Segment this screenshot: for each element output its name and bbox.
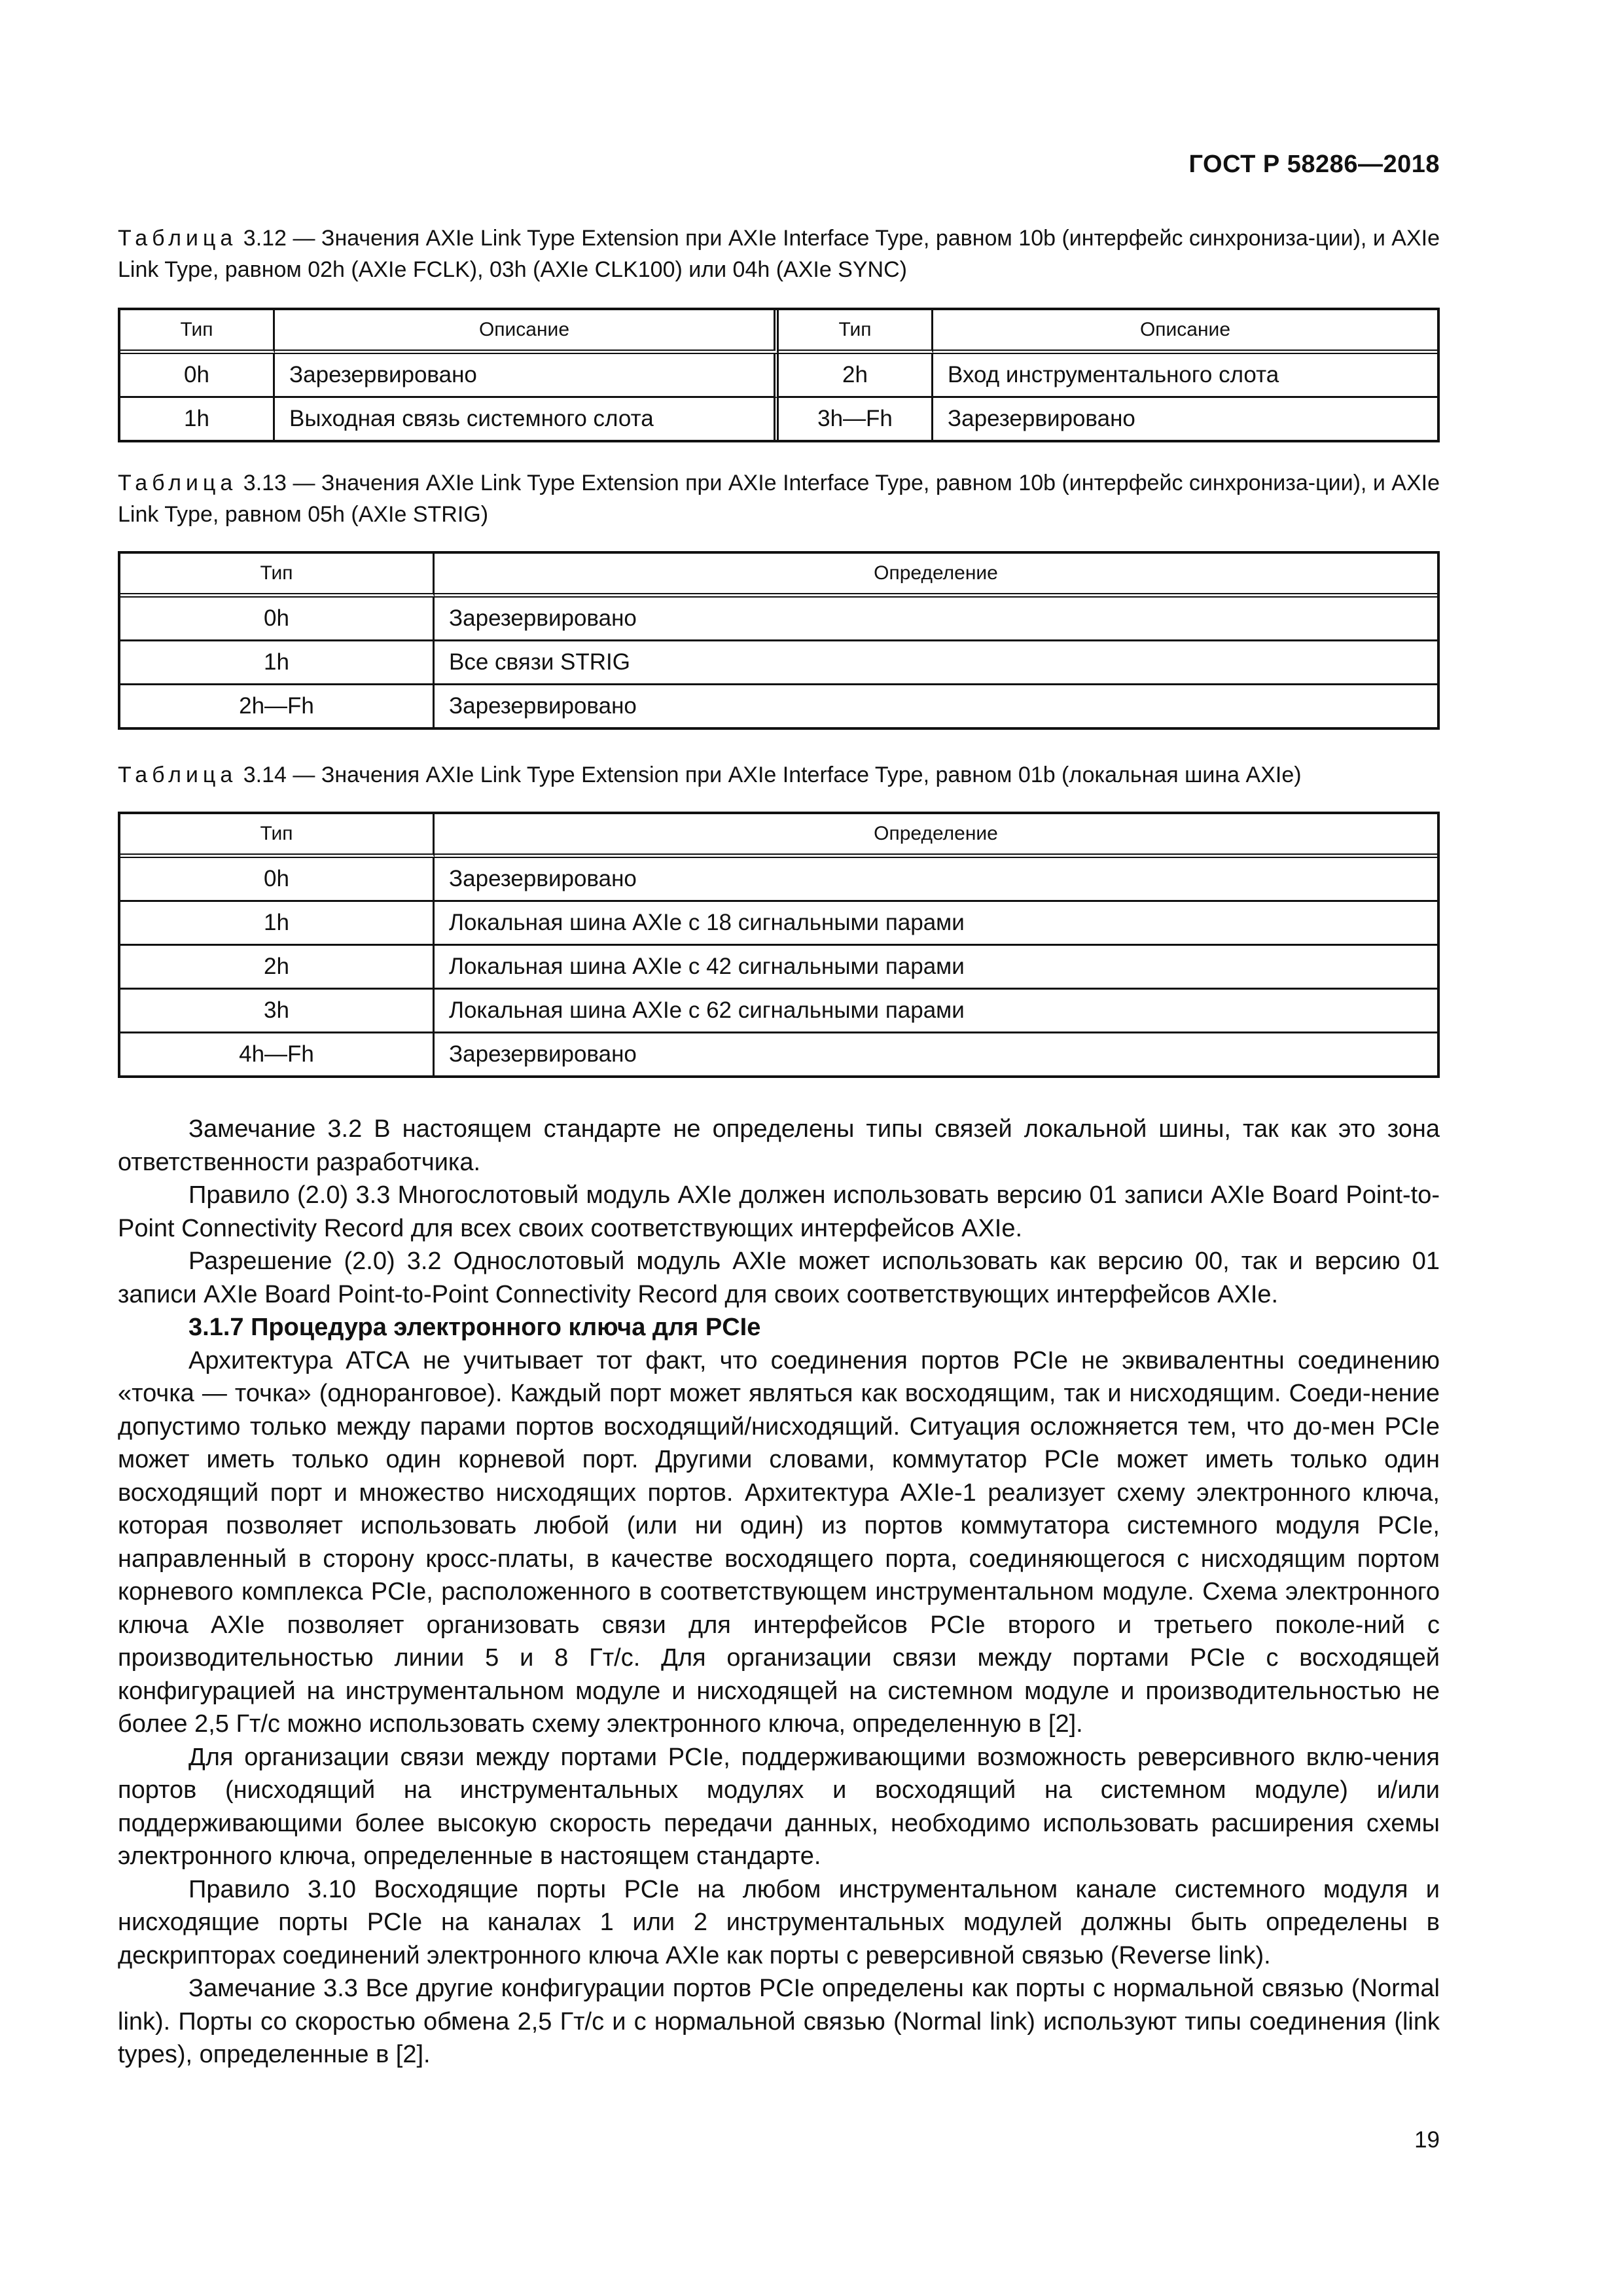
table-row (120, 1033, 1437, 1075)
table-row (120, 685, 1437, 727)
table-cell: 1h (120, 902, 435, 946)
table-cell: Зарезервировано (435, 598, 1437, 641)
table-row (120, 641, 1437, 685)
table-3-14 (118, 812, 1440, 1078)
table-row (120, 902, 1437, 946)
table-caption (118, 223, 1440, 285)
note-paragraph: Замечание 3.2 В настоящем стандарте не определены типы связей локальной шины, так как это зона ответственности разработчика. (118, 1115, 1440, 1176)
table-cell: Зарезервировано (275, 354, 779, 398)
table-header-cell: Определение (435, 554, 1437, 598)
table-label: Таблица (118, 762, 238, 787)
table-row (120, 398, 1437, 440)
table-row (120, 354, 1437, 398)
table-row (120, 598, 1437, 641)
table-caption (118, 759, 1440, 791)
table-caption-text: 3.13 — Значения AXIe Link Type Extension при AXIe Interface Type, равном 10b (интерфейс синхрониза-ции), и AXIe Link Type, равном 05h (AXIe STRIG) (118, 471, 1440, 527)
table-label: Таблица (118, 226, 238, 251)
table-cell: 3h (120, 990, 435, 1033)
table-row (120, 946, 1437, 990)
table-3-12 (118, 308, 1440, 442)
table-header-cell: Тип (120, 310, 275, 354)
section-heading: 3.1.7 Процедура электронного ключа для PCIe (188, 1314, 761, 1341)
table-cell: Локальная шина AXIe с 62 сигнальными парами (435, 990, 1437, 1033)
table-cell: 2h (779, 354, 933, 398)
table-3-13 (118, 551, 1440, 730)
table-cell: Локальная шина AXIe с 18 сигнальными парами (435, 902, 1437, 946)
table-header-cell: Тип (779, 310, 933, 354)
table-cell: 1h (120, 641, 435, 685)
table-cell: Выходная связь системного слота (275, 398, 779, 440)
table-cell: 0h (120, 858, 435, 902)
table-cell: 0h (120, 354, 275, 398)
table-cell: Зарезервировано (449, 1041, 637, 1067)
table-header-cell: Описание (275, 310, 779, 354)
permission-paragraph: Разрешение (2.0) 3.2 Однослотовый модуль AXIe может использовать как версию 00, так и версию 01 записи AXIe Board Point-to-Point Connectivity Record для своих соответствующих интерфейсов AXIe. (118, 1247, 1440, 1308)
table-header-cell: Тип (120, 554, 435, 598)
table-cell: 0h (120, 598, 435, 641)
document-header: ГОСТ Р 58286—2018 (1188, 151, 1440, 178)
rule-paragraph: Правило 3.10 Восходящие порты PCIe на любом инструментальном канале системного модуля и нисходящие порты PCIe на каналах 1 или 2 инструментальных модулей должны быть определены в дескрипторах соединений электронного ключа AXIe как порты с реверсивной связью (Reverse link). (118, 1875, 1440, 1969)
table-header-cell: Тип (120, 814, 435, 858)
table-caption-text: 3.14 — Значения AXIe Link Type Extension при AXIe Interface Type, равном 01b (локальная шина AXIe) (243, 762, 1302, 787)
table-cell: 2h (120, 946, 435, 990)
note-paragraph: Замечание 3.3 Все другие конфигурации портов PCIe определены как порты с нормальной связью (Normal link). Порты со скоростью обмена 2,5 Гт/с и с нормальной связью (Normal link) используют типы соединения (link types), определенные в [2]. (118, 1975, 1440, 2068)
table-label: Таблица (118, 471, 238, 495)
table-cell: Все связи STRIG (435, 641, 1437, 685)
table-caption-text: 3.12 — Значения AXIe Link Type Extension при AXIe Interface Type, равном 10b (интерфейс синхрониза-ции), и AXIe Link Type, равном 02h (AXIe FCLK), 03h (AXIe CLK100) или 04h (AXIe SYNC) (118, 226, 1440, 282)
table-cell: 1h (120, 398, 275, 440)
table-cell: Зарезервировано (435, 858, 1437, 902)
table-cell: Зарезервировано (948, 406, 1135, 431)
table-cell: Зарезервировано (449, 693, 637, 719)
table-cell: 3h—Fh (779, 398, 933, 440)
table-header-cell: Описание (933, 310, 1437, 354)
table-cell: 2h—Fh (120, 685, 435, 727)
body-text (118, 1113, 1440, 2072)
rule-paragraph: Правило (2.0) 3.3 Многослотовый модуль AXIe должен использовать версию 01 записи AXIe Board Point-to-Point Connectivity Record для всех своих соответствующих интерфейсов AXIe. (118, 1181, 1440, 1242)
table-header-cell: Определение (435, 814, 1437, 858)
page-number: 19 (1414, 2127, 1440, 2153)
table-caption (118, 467, 1440, 530)
body-paragraph: Для организации связи между портами PCIe, поддерживающими возможность реверсивного вклю-чения портов (нисходящий на инструментальных модулях и восходящий на системном модуле) и/или поддерживающими более высокую скорость передачи данных, необходимо использовать расширения схемы электронного ключа, определенные в настоящем стандарте. (118, 1743, 1440, 1870)
table-row (120, 858, 1437, 902)
table-cell: 4h—Fh (120, 1033, 435, 1075)
table-cell: Вход инструментального слота (933, 354, 1437, 398)
table-row (120, 990, 1437, 1033)
table-cell: Локальная шина AXIe с 42 сигнальными парами (435, 946, 1437, 990)
body-paragraph: Архитектура АТСА не учитывает тот факт, что соединения портов PCIe не эквивалентны соединению «точка — точка» (одноранговое). Каждый порт может являться как восходящим, так и нисходящим. Соеди-нение допустимо только между парами портов восходящий/нисходящий. Ситуация осложняется тем, что до-мен PCIe может иметь только один корневой порт. Другими словами, коммутатор PCIe может иметь только один восходящий порт и множество нисходящих портов. Архитектура AXIe-1 реализует схему электронного ключа, которая позволяет использовать любой (или ни один) из портов коммутатора системного модуля PCIe, направленный в сторону кросс-платы, в качестве восходящего порта, соединяющегося с нисходящим портом корневого комплекса PCIe, расположенного в соответствующем инструментальном модуле. Схема электронного ключа AXIe позволяет организовать связи для интерфейсов PCIe второго и третьего поколе-ний с производительностью линии 5 и 8 Гт/с. Для организации связи между портами PCIe с восходящей конфигурацией на инструментальном модуле и нисходящей на системном модуле и производительностью не более 2,5 Гт/с можно использовать схему электронного ключа, определенную в [2]. (118, 1346, 1440, 1738)
